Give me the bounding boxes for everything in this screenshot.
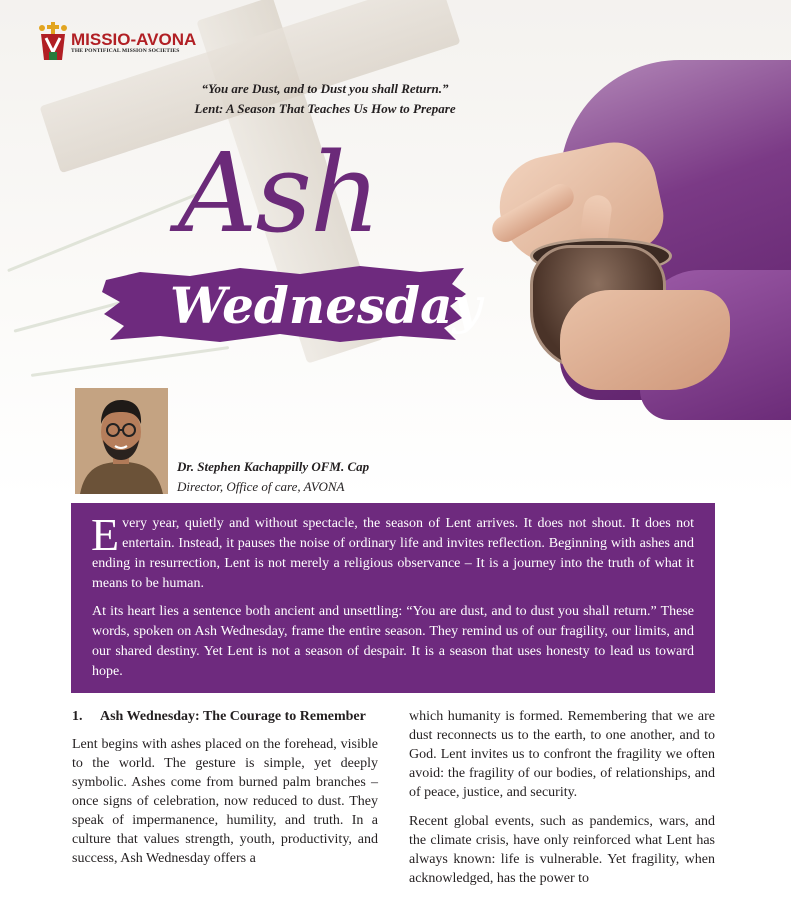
section-heading-text: Ash Wednesday: The Courage to Remember xyxy=(100,709,366,724)
missio-avona-logo xyxy=(38,20,196,64)
body-paragraph: Lent begins with ashes placed on the forehead, visible to the world. The gesture is simple, yet deeply symbolic. Ashes come from burned palm branches – once signs of celebration, now reduced to dust. They speak of impermanence, humility, and truth. In a culture that values strength, youth, productivity, and success, Ash Wednesday offers a xyxy=(72,737,378,866)
quote-line-1: “You are Dust, and to Dust you shall Return.” xyxy=(201,81,449,96)
palm-leaf xyxy=(7,191,203,272)
intro-text-1: very year, quietly and without spectacle, the season of Lent arrives. It does not shout. It does not entertain. Instead, it pauses the noise of ordinary life and invites reflection. Beginning with ashes and ending in resurrection, Lent is not merely a religious observance – It is a journey into the truth of what it means to be human. xyxy=(92,516,694,591)
intro-paragraph-2: At its heart lies a sentence both ancient and unsettling: “You are dust, and to dust you shall return.” These words, spoken on Ash Wednesday, frame the entire season. They remind us of our fragility, our limits, and our shared destiny. Yet Lent is not a season of despair. It is a season that uses honesty to lead us toward hope. xyxy=(92,604,694,679)
author-photo xyxy=(75,388,168,494)
column-left xyxy=(72,707,378,878)
palm-leaf xyxy=(31,346,229,377)
author-name: Dr. Stephen Kachappilly OFM. Cap xyxy=(177,459,370,474)
drop-cap: E xyxy=(91,509,120,560)
logo-name: MISSIO-AVONA xyxy=(71,29,197,49)
quote-line-2: Lent: A Season That Teaches Us How to Prepare xyxy=(194,101,456,116)
column-right xyxy=(409,707,715,898)
logo-subtitle: THE PONTIFICAL MISSION SOCIETIES xyxy=(71,47,180,54)
holding-hand xyxy=(560,290,730,390)
intro-paragraph-1 xyxy=(91,509,694,594)
intro-box xyxy=(71,503,715,693)
body-paragraph: Recent global events, such as pandemics, wars, and the climate crisis, have only reinforced what Lent has always known: life is vulnerable. Yet fragility, when acknowledged, has the power to xyxy=(409,814,715,886)
mission-emblem-icon xyxy=(38,22,68,62)
title-wednesday: Wednesday xyxy=(170,276,482,335)
title-ash: Ash xyxy=(178,129,379,257)
author-role: Director, Office of care, AVONA xyxy=(177,479,345,494)
section-number: 1. xyxy=(72,709,83,724)
body-paragraph: which humanity is formed. Remembering that we are dust reconnects us to the earth, to one another, and to God. Lent invites us to confront the fragility we often avoid: the fragility of our bodies, of relationships, and of peace, justice, and security. xyxy=(409,709,715,800)
section-heading xyxy=(72,707,378,726)
header-quote xyxy=(150,79,500,119)
author-byline xyxy=(177,457,369,497)
